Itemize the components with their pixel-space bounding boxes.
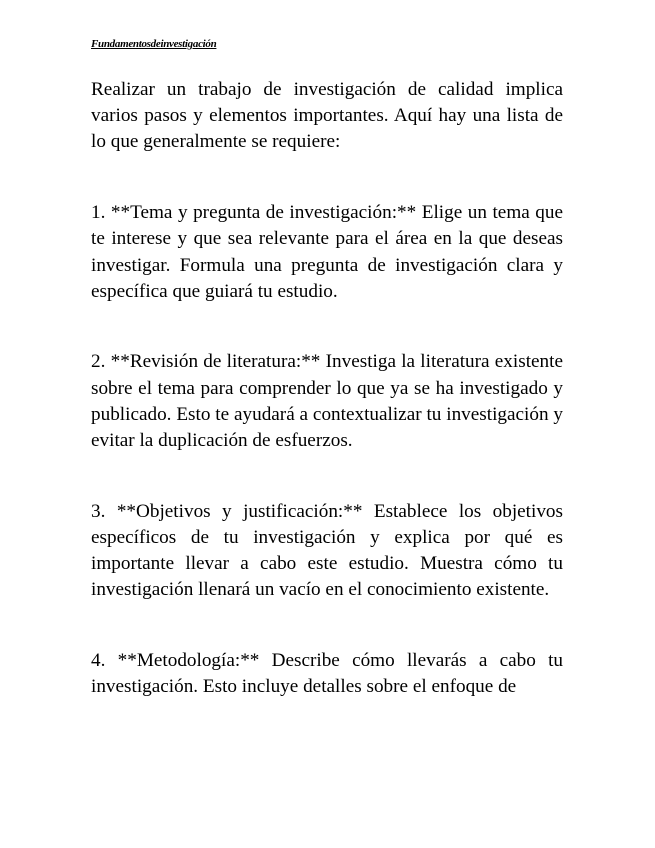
paragraph-step-4: 4. **Metodología:** Describe cómo llevarás a cabo tu investigación. Esto incluye detalles sobre el enfoque de	[91, 650, 563, 698]
paragraph-step-2: 2. **Revisión de literatura:** Investiga la literatura existente sobre el tema para comprender lo que ya se ha investigado y publicado. Esto te ayudará a contextualizar tu investigación y evitar la duplicación de esfuerzos.	[91, 351, 563, 452]
paragraph-step-1: 1. **Tema y pregunta de investigación:** Elige un tema que te interese y que sea relevante para el área en la que deseas investigar. Formula una pregunta de investigación clara y específica que guiará tu estudio.	[91, 202, 563, 302]
paragraph-intro: Realizar un trabajo de investigación de calidad implica varios pasos y elementos importantes. Aquí hay una lista de lo que generalmente se requiere:	[91, 79, 563, 153]
paragraph-step-3: 3. **Objetivos y justificación:** Establece los objetivos específicos de tu investigación y explica por qué es importante llevar a cabo este estudio. Muestra cómo tu investigación llenará un vacío en el conocimiento existente.	[91, 500, 563, 601]
document-body	[91, 77, 563, 745]
page-header: Fundamentosdeinvestigación	[91, 38, 217, 50]
